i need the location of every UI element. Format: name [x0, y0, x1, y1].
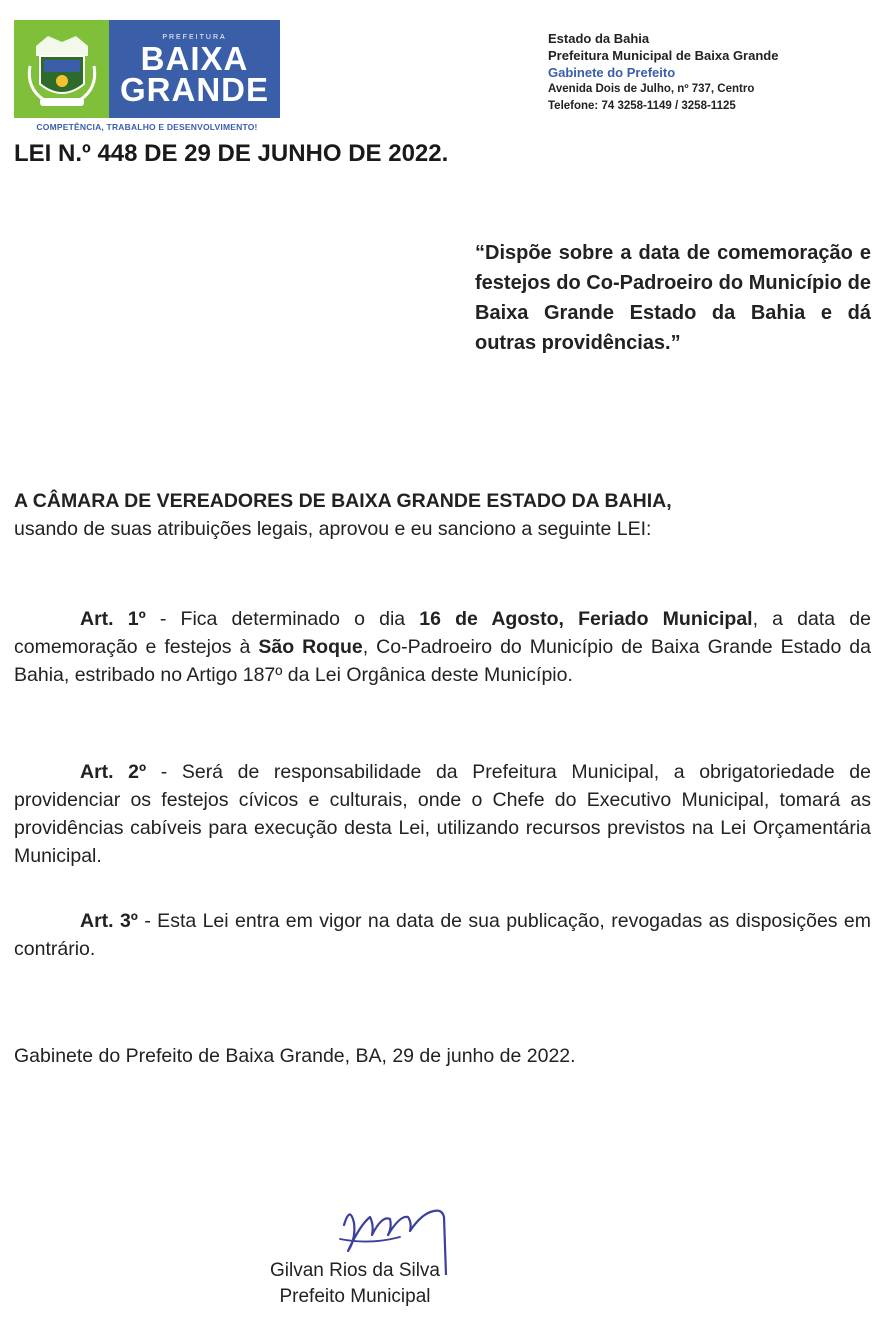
- article-1: [14, 605, 871, 689]
- closing-place-date: Gabinete do Prefeito de Baixa Grande, BA, 29 de junho de 2022.: [14, 1045, 576, 1067]
- logo-box: [14, 20, 280, 118]
- logo-wordmark: [109, 20, 280, 118]
- article-2: [14, 758, 871, 870]
- preamble: [14, 487, 871, 543]
- coat-of-arms-icon: [14, 20, 109, 118]
- article-1-saint: São Roque: [258, 636, 363, 658]
- header-address: Avenida Dois de Julho, nº 737, Centro: [548, 83, 755, 95]
- signer-block: [250, 1258, 460, 1310]
- preamble-text: usando de suas atribuições legais, aprovou e eu sanciono a seguinte LEI:: [14, 518, 652, 540]
- logo-name-line2: GRANDE: [119, 70, 269, 108]
- article-1-text-2: , a data de comemoração e festejos à: [14, 608, 871, 658]
- law-title: LEI N.º 448 DE 29 DE JUNHO DE 2022.: [14, 140, 449, 167]
- signer-role: Prefeito Municipal: [279, 1286, 431, 1307]
- article-1-text-3: , Co-Padroeiro do Município de Baixa Grande Estado da Bahia, estribado no Artigo 187º da Lei Orgânica deste Município.: [14, 636, 871, 686]
- logo-prefix: PREFEITURA: [162, 33, 227, 41]
- article-3: [14, 907, 871, 963]
- law-summary: “Dispõe sobre a data de comemoração e festejos do Co-Padroeiro do Município de Baixa Grande Estado da Bahia e dá outras providências.”: [475, 242, 871, 354]
- article-3-label: Art. 3º: [80, 910, 138, 932]
- preamble-council: A CÂMARA DE VEREADORES DE BAIXA GRANDE ESTADO DA BAHIA,: [14, 490, 672, 512]
- header-municipality: Prefeitura Municipal de Baixa Grande: [548, 48, 779, 63]
- article-1-text-1: - Fica determinado o dia: [145, 608, 420, 630]
- article-2-label: Art. 2º: [80, 761, 147, 783]
- article-1-label: Art. 1º: [80, 608, 146, 630]
- logo-name-line1: BAIXA: [140, 39, 249, 77]
- header-phone: Telefone: 74 3258-1149 / 3258-1125: [548, 100, 736, 112]
- signer-name: Gilvan Rios da Silva: [269, 1260, 441, 1281]
- letterhead-info: [548, 30, 778, 115]
- article-2-text: - Será de responsabilidade da Prefeitura Municipal, a obrigatoriedade de providenciar os festejos cívicos e culturais, onde o Chefe do Executivo Municipal, tomará as providências cabíveis para execução desta Lei, utilizando recursos previstos na Lei Orçamentária Municipal.: [14, 761, 871, 867]
- header-state: Estado da Bahia: [548, 31, 650, 46]
- article-3-text: - Esta Lei entra em vigor na data de sua publicação, revogadas as disposições em contrário.: [14, 910, 871, 960]
- logo-slogan: COMPETÊNCIA, TRABALHO E DESENVOLVIMENTO!: [36, 122, 258, 132]
- header-department: Gabinete do Prefeito: [548, 65, 676, 80]
- article-1-holiday: 16 de Agosto, Feriado Municipal: [419, 608, 753, 630]
- municipal-logo: [14, 20, 280, 132]
